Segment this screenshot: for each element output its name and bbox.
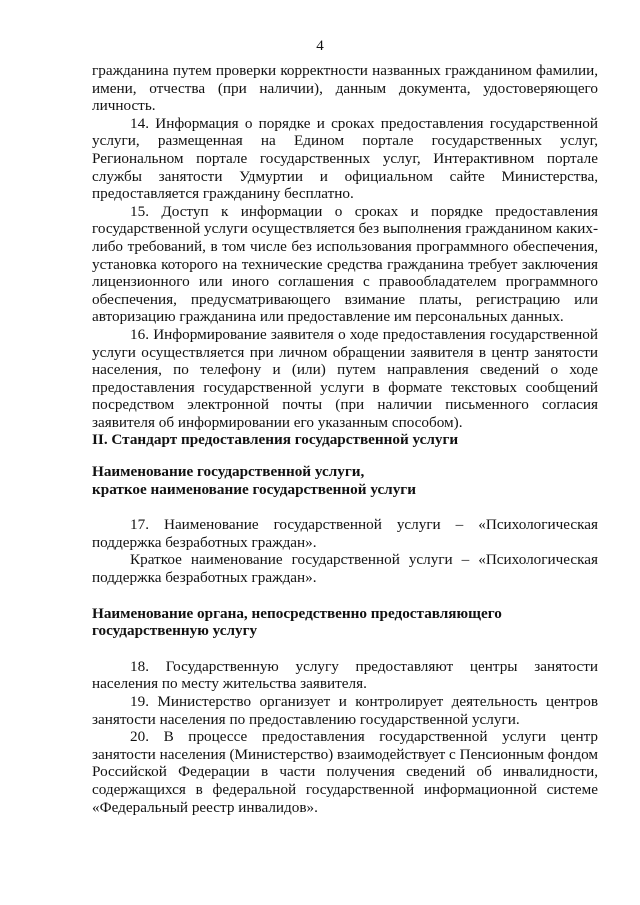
document-body — [92, 62, 598, 816]
organ-heading-line2: государственную услугу — [92, 622, 258, 640]
paragraph-16: 16. Информирование заявителя о ходе предоставления государственной услуги осуществляется при личном обращении заявителя в центр занятости населения, по телефону и (или) путем направления сведений о ходе предоставления государственной услуги в формате текстовых сообщений посредством электронной почты (при наличии письменного согласия заявителя об информировании его указанным способом). — [92, 325, 598, 431]
paragraph-20: 20. В процессе предоставления государственной услуги центр занятости населения (Министерство) взаимодействует с Пенсионным фондом Российской Федерации в части получения сведений об инвалидности, содержащихся в федеральной государственной информационной системе «Федеральный реестр инвалидов». — [92, 728, 598, 816]
service-name-heading-line1: Наименование государственной услуги, — [92, 463, 365, 481]
paragraph-14: 14. Информация о порядке и сроках предоставления государственной услуги, размещенная на Едином портале государственных услуг, Региональном портале государственных услуг, Интерактивном портале службы занятости Удмуртии и официальном сайте Министерства, предоставляется гражданину бесплатно. — [92, 114, 598, 203]
organ-heading-line1: Наименование органа, непосредственно предоставляющего — [92, 604, 502, 622]
paragraph-15: 15. Доступ к информации о сроках и порядке предоставления государственной услуги осуществляется без выполнения гражданином каких-либо требований, в том числе без использования программного обеспечения, установка которого на технические средства гражданина требует заключения лицензионного или иного соглашения с правообладателем программного обеспечения, предусматривающего взимание платы, регистрацию или авторизацию гражданина или предоставление им персональных данных. — [92, 202, 598, 326]
service-name-heading-line2: краткое наименование государственной услуги — [92, 480, 416, 498]
paragraph-13-continuation: гражданина путем проверки корректности названных гражданином фамилии, имени, отчества (при наличии), данным документа, удостоверяющего личность. — [92, 62, 598, 115]
page-number: 4 — [316, 38, 324, 54]
paragraph-17-short-name: Краткое наименование государственной услуги – «Психологическая поддержка безработных граждан». — [92, 551, 598, 587]
paragraph-19: 19. Министерство организует и контролирует деятельность центров занятости населения по предоставлению государственной услуги. — [92, 693, 598, 728]
section-heading: II. Стандарт предоставления государственной услуги — [92, 431, 459, 449]
paragraph-18: 18. Государственную услугу предоставляют центры занятости населения по месту жительства заявителя. — [92, 657, 598, 693]
paragraph-17: 17. Наименование государственной услуги – «Психологическая поддержка безработных граждан». — [92, 516, 598, 551]
